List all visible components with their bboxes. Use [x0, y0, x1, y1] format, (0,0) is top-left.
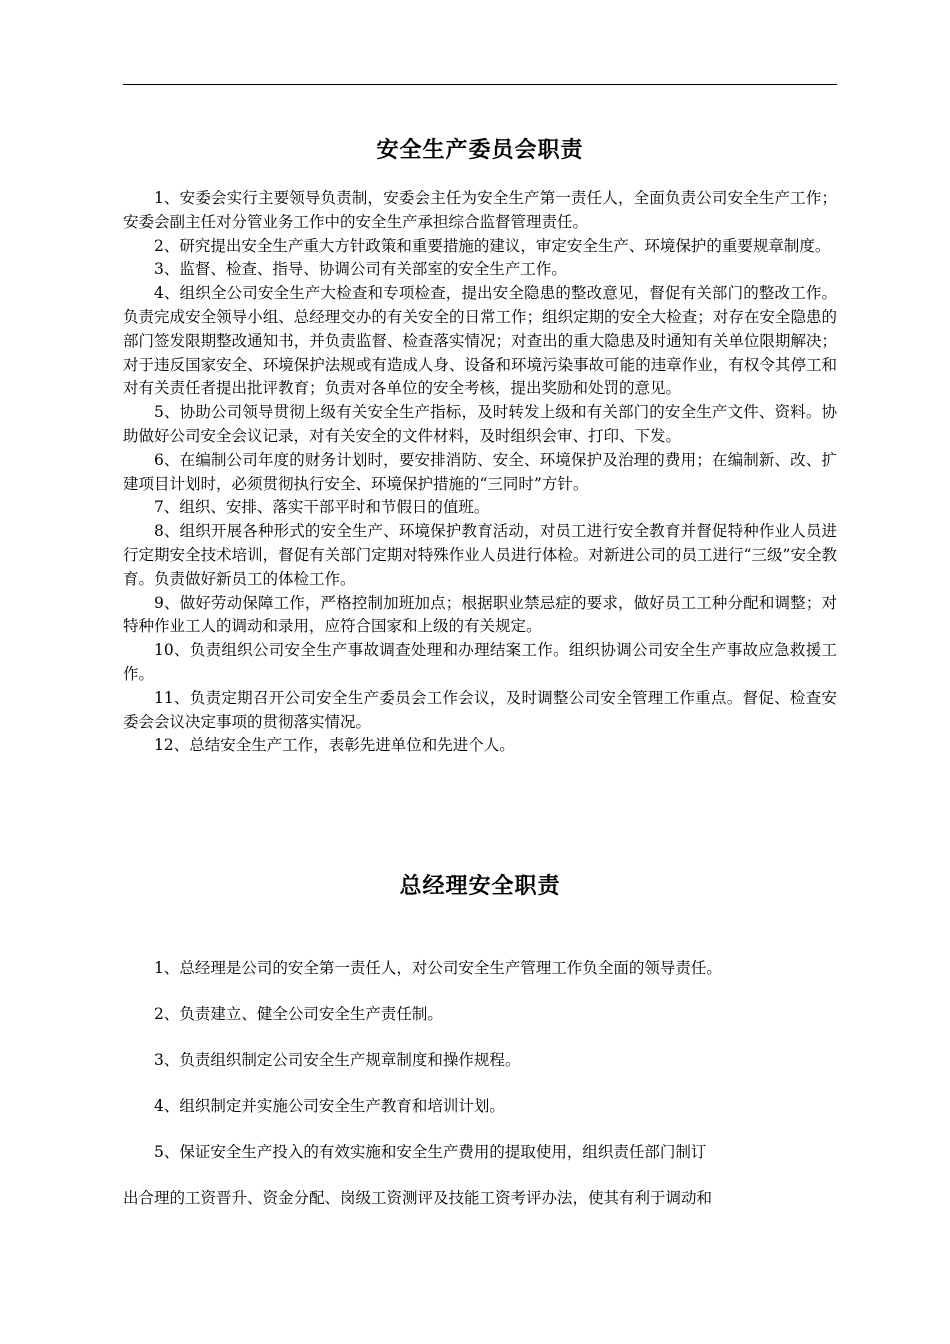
duty-paragraph-5: 5、协助公司领导贯彻上级有关安全生产指标，及时转发上级和有关部门的安全生产文件、资料。协助做好公司安全会议记录，对有关安全的文件材料，及时组织会审、打印、下发。 [123, 403, 837, 445]
gm-safety-duties [123, 957, 837, 1210]
duty-paragraph-7: 7、组织、安排、落实干部平时和节假日的值班。 [154, 498, 490, 517]
duty-paragraph-8: 8、组织开展各种形式的安全生产、环境保护教育活动，对员工进行安全教育并督促特种作业人员进行定期安全技术培训，督促有关部门定期对特殊作业人员进行体检。对新进公司的员工进行“三级”安全教育。负责做好新员工的体检工作。 [123, 522, 837, 588]
header-rule [123, 84, 837, 85]
duty-paragraph-9: 9、做好劳动保障工作，严格控制加班加点；根据职业禁忌症的要求，做好员工工种分配和调整；对特种作业工人的调动和录用，应符合国家和上级的有关规定。 [123, 593, 837, 636]
gm-duty-paragraph-5-line-1: 5、保证安全生产投入的有效实施和安全生产费用的提取使用，组织责任部门制订 [154, 1143, 707, 1161]
duty-paragraph-10: 10、负责组织公司安全生产事故调查处理和办理结案工作。组织协调公司安全生产事故应急救援工作。 [123, 641, 837, 683]
duty-paragraph-11: 11、负责定期召开公司安全生产委员会工作会议，及时调整公司安全管理工作重点。督促、检查安委会会议决定事项的贯彻落实情况。 [123, 688, 837, 731]
duty-paragraph-4: 4、组织全公司安全生产大检查和专项检查，提出安全隐患的整改意见，督促有关部门的整改工作。负责完成安全领导小组、总经理交办的有关安全的日常工作；组织定期的安全大检查；对存在安全隐患的部门签发限期整改通知书，并负责监督、检查落实情况；对查出的重大隐患及时通知有关单位限期解决；对于违反国家安全、环境保护法规或有造成人身、设备和环境污染事故可能的违章作业，有权令其停工和对有关责任者提出批评教育；负责对各单位的安全考核，提出奖励和处罚的意见。 [123, 284, 837, 398]
section-title-gm-duties: 总经理安全职责 [399, 873, 561, 899]
safety-committee-duties [123, 187, 837, 758]
gm-duty-paragraph-5-line-2: 出合理的工资晋升、资金分配、岗级工资测评及技能工资考评办法，使其有利于调动和 [123, 1189, 713, 1207]
duty-paragraph-2: 2、研究提出安全生产重大方针政策和重要措施的建议，审定安全生产、环境保护的重要规章制度。 [154, 236, 831, 255]
duty-paragraph-3: 3、监督、检查、指导、协调公司有关部室的安全生产工作。 [154, 260, 567, 279]
gm-duty-paragraph-4: 4、组织制定并实施公司安全生产教育和培训计划。 [154, 1097, 505, 1115]
duty-paragraph-1: 1、安委会实行主要领导负责制，安委会主任为安全生产第一责任人，全面负责公司安全生产工作；安委会副主任对分管业务工作中的安全生产承担综合监督管理责任。 [123, 189, 837, 231]
duty-paragraph-12: 12、总结安全生产工作，表彰先进单位和先进个人。 [154, 736, 515, 755]
gm-duty-paragraph-3: 3、负责组织制定公司安全生产规章制度和操作规程。 [154, 1051, 521, 1069]
gm-duty-paragraph-2: 2、负责建立、健全公司安全生产责任制。 [154, 1005, 443, 1023]
duty-paragraph-6: 6、在编制公司年度的财务计划时，要安排消防、安全、环境保护及治理的费用；在编制新、改、扩建项目计划时，必须贯彻执行安全、环境保护措施的“三同时”方针。 [123, 450, 837, 493]
gm-duty-paragraph-1: 1、总经理是公司的安全第一责任人，对公司安全生产管理工作负全面的领导责任。 [154, 959, 722, 977]
gm-duty-paragraph-5 [123, 1141, 837, 1210]
section-title-safety-committee: 安全生产委员会职责 [376, 137, 584, 163]
